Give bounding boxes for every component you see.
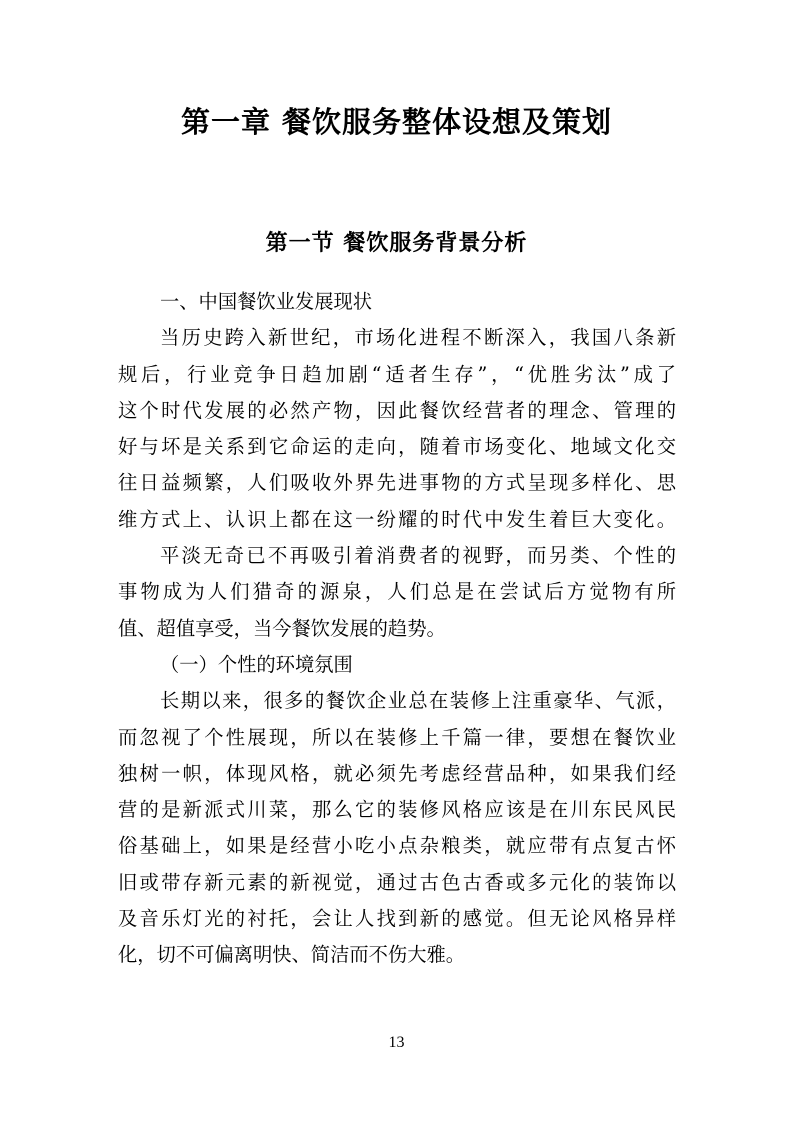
paragraph-line: 好与坏是关系到它命运的走向，随着市场变化、地域文化交 (118, 435, 676, 459)
heading-environment: （一）个性的环境氛围 (160, 652, 353, 676)
paragraph-line: 长期以来，很多的餐饮企业总在装修上注重豪华、气派， (160, 689, 676, 713)
body-text (118, 284, 676, 974)
paragraph-line: 化，切不可偏离明快、简洁而不伤大雅。 (118, 943, 466, 967)
paragraph-line: 往日益频繁，人们吸收外界先进事物的方式呈现多样化、思 (118, 471, 676, 495)
section-title: 第一节 餐饮服务背景分析 (265, 231, 528, 256)
paragraph-line: 及音乐灯光的衬托，会让人找到新的感觉。但无论风格异样 (118, 907, 676, 931)
paragraph-line: 值、超值享受，当今餐饮发展的趋势。 (118, 616, 446, 640)
heading-development-status: 一、中国餐饮业发展现状 (160, 290, 373, 313)
page-number: 13 (388, 1034, 405, 1051)
paragraph-line: 而忽视了个性展现，所以在装修上千篇一律，要想在餐饮业 (118, 725, 676, 749)
paragraph-decoration (118, 683, 676, 973)
chapter-title: 第一章 餐饮服务整体设想及策划 (180, 105, 613, 139)
paragraph-line: 俗基础上，如果是经营小吃小点杂粮类，就应带有点复古怀 (118, 834, 676, 858)
paragraph-line: 旧或带存新元素的新视觉，通过古色古香或多元化的装饰以 (118, 870, 676, 894)
paragraph-line: 营的是新派式川菜，那么它的装修风格应该是在川东民风民 (118, 798, 676, 822)
paragraph-line: 规后，行业竞争日趋加剧“适者生存”，“优胜劣汰”成了 (118, 362, 676, 386)
paragraph-line: 独树一帜，体现风格，就必须先考虑经营品种，如果我们经 (118, 761, 676, 785)
paragraph-line: 这个时代发展的必然产物，因此餐饮经营者的理念、管理的 (118, 398, 676, 422)
paragraph-line: 事物成为人们猎奇的源泉，人们总是在尝试后方觉物有所 (118, 580, 676, 604)
paragraph-line: 当历史跨入新世纪，市场化进程不断深入，我国八条新 (160, 326, 676, 350)
paragraph-new-century (118, 320, 676, 538)
paragraph-consumer-trend (118, 538, 676, 647)
paragraph-line: 维方式上、认识上都在这一纷耀的时代中发生着巨大变化。 (118, 507, 676, 531)
paragraph-line: 平淡无奇已不再吸引着消费者的视野，而另类、个性的 (160, 544, 676, 568)
